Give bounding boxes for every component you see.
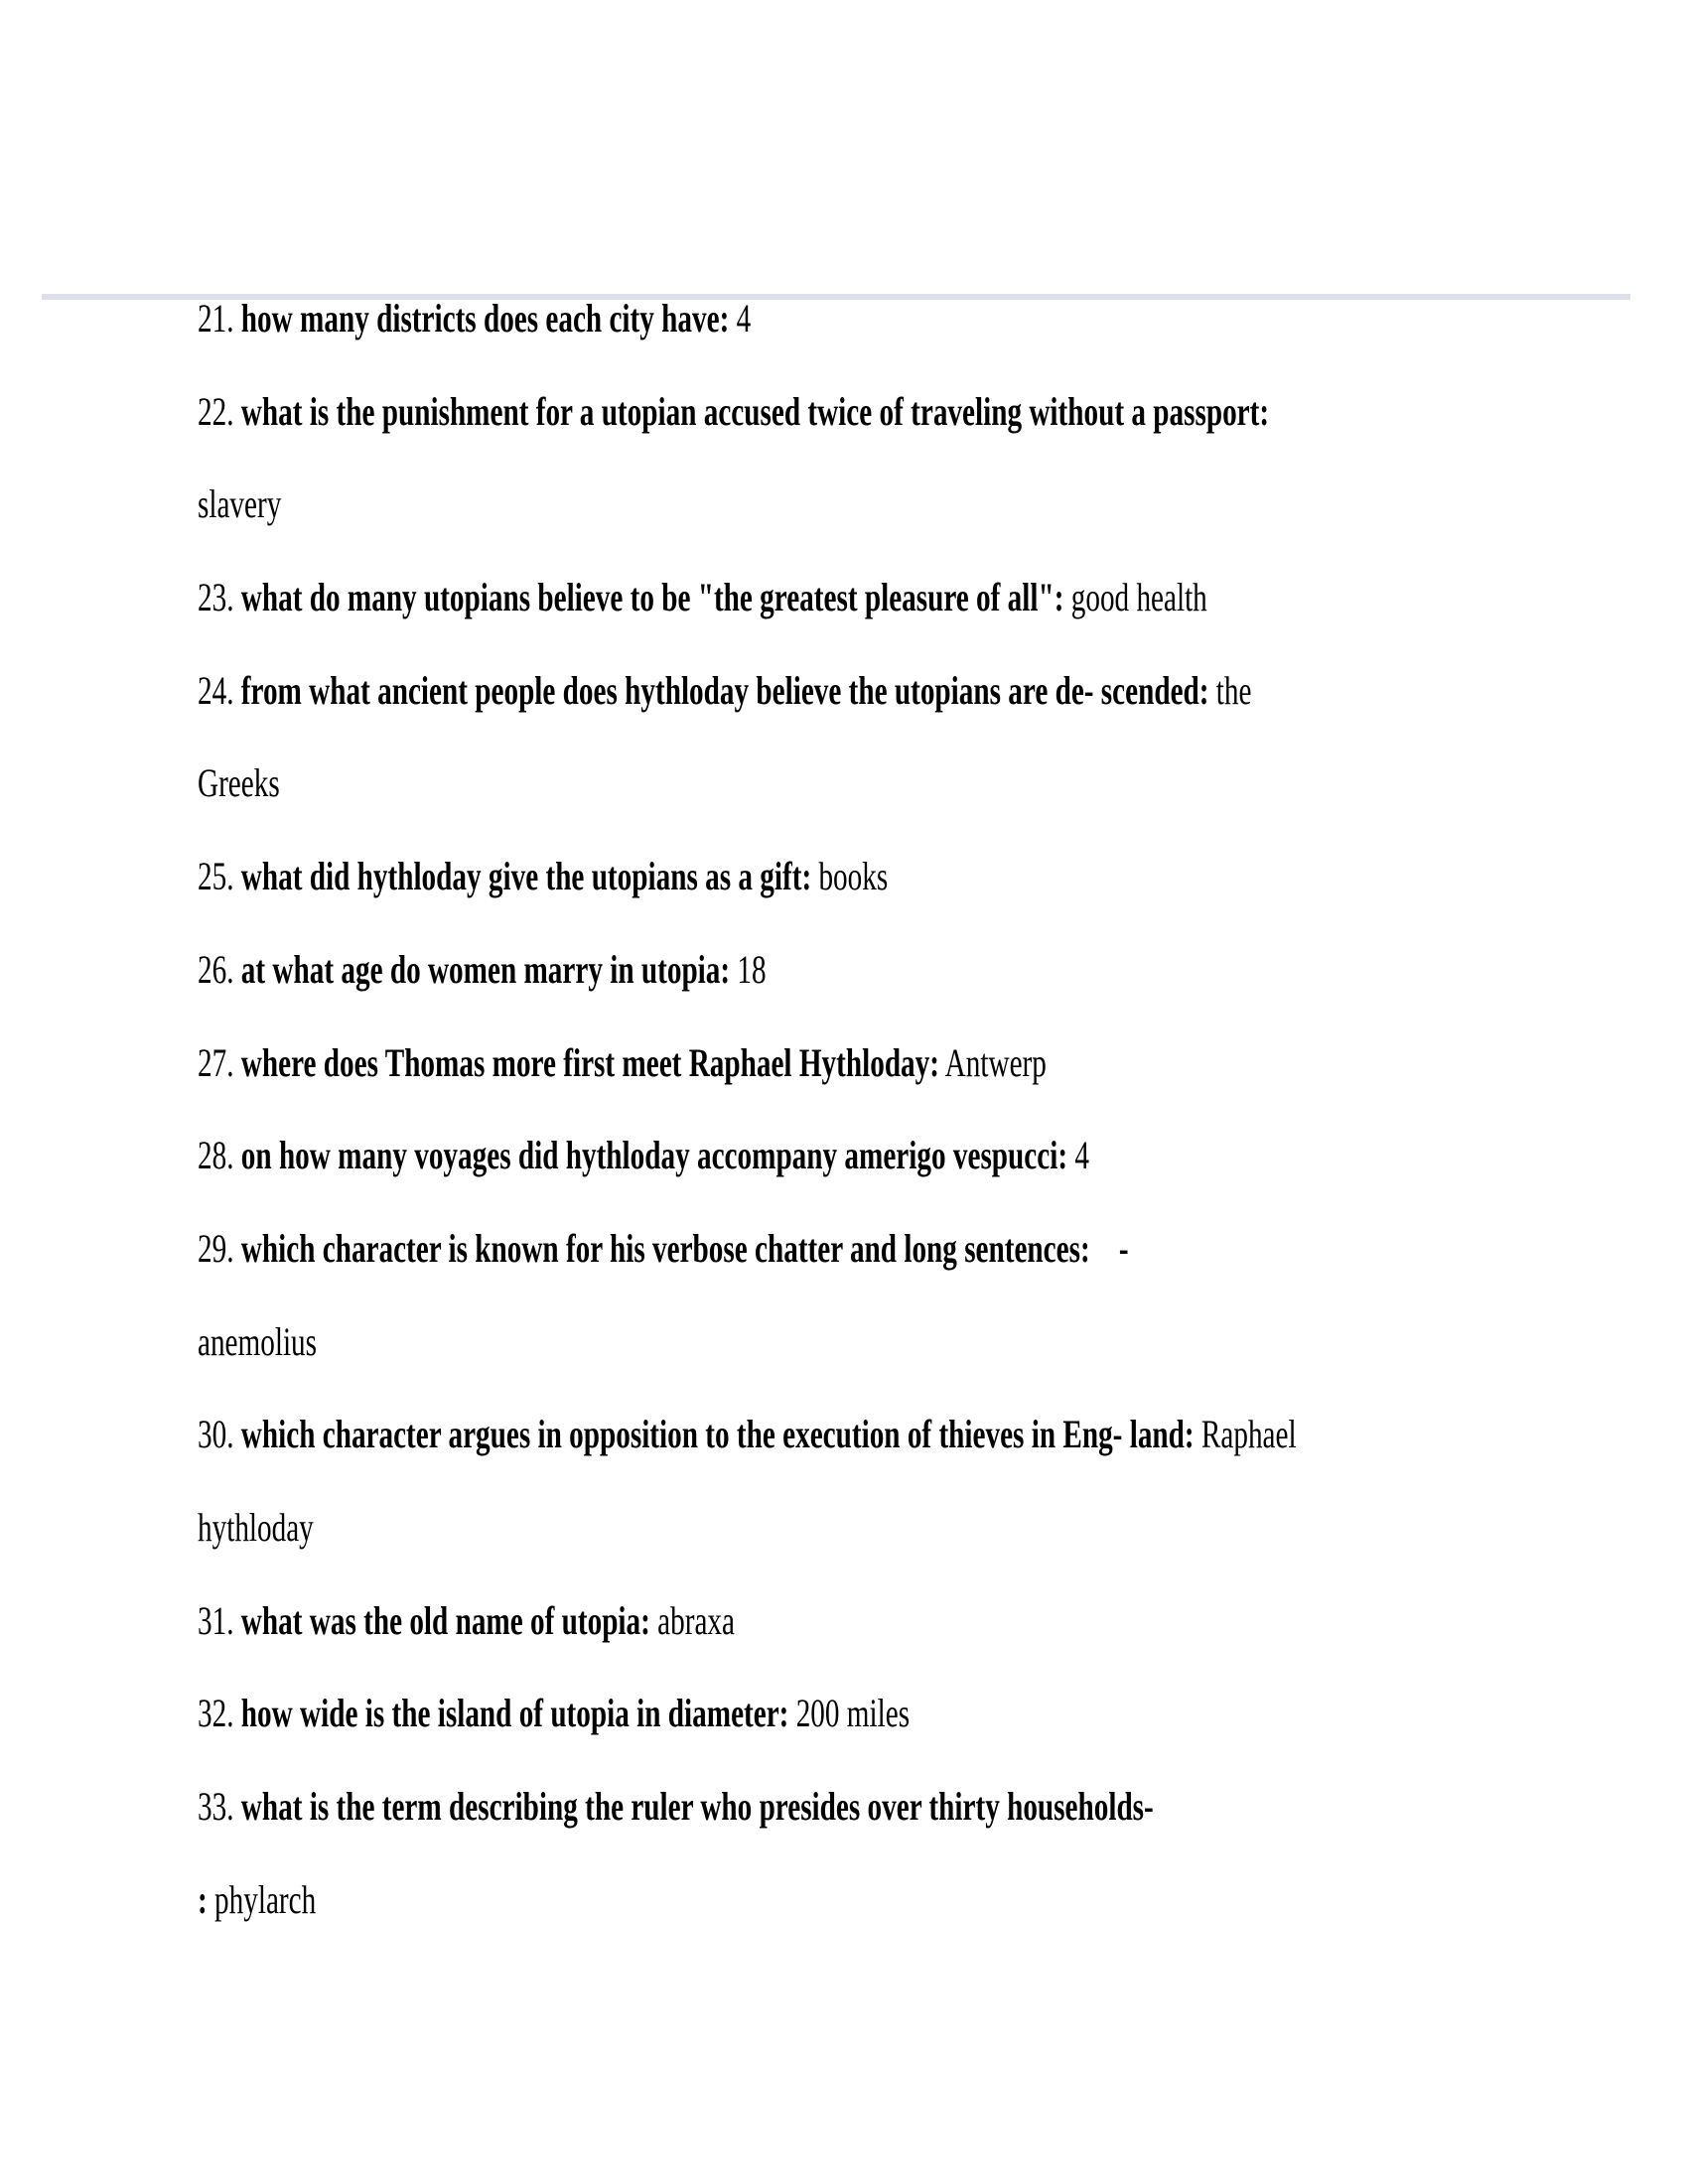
- answer-text: slavery: [198, 481, 282, 527]
- question-list: [198, 272, 1688, 1946]
- question-text: what is the punishment for a utopian accused twice of traveling without a passport:: [240, 388, 1270, 434]
- answer-continuation: [198, 458, 1297, 551]
- answer-text: the: [1215, 667, 1252, 713]
- answer-continuation: [198, 1296, 1297, 1389]
- answer-text: Raphael: [1200, 1412, 1297, 1457]
- answer-text: 18: [737, 946, 767, 992]
- question-item: [198, 272, 1297, 365]
- question-text: which character argues in opposition to the execution of thieves in Eng- land:: [240, 1412, 1195, 1457]
- question-item: [198, 644, 1297, 738]
- question-number: 22.: [198, 388, 234, 434]
- question-text: what do many utopians believe to be "the greatest pleasure of all":: [240, 575, 1064, 620]
- question-item: [198, 551, 1297, 644]
- answer-text: Antwerp: [944, 1039, 1047, 1085]
- question-item: [198, 1574, 1297, 1668]
- question-text: how many districts does each city have:: [240, 296, 730, 341]
- question-text: where does Thomas more first meet Raphael Hythloday:: [240, 1039, 939, 1085]
- question-text-end: :: [198, 1876, 208, 1922]
- question-number: 27.: [198, 1039, 234, 1085]
- question-number: 24.: [198, 667, 234, 713]
- question-text: how wide is the island of utopia in diameter:: [240, 1691, 789, 1736]
- answer-text: phylarch: [214, 1876, 317, 1922]
- answer-text: anemolius: [198, 1318, 318, 1364]
- question-number: 31.: [198, 1597, 234, 1643]
- answer-text: 4: [736, 296, 752, 341]
- question-number: 23.: [198, 575, 234, 620]
- question-item: [198, 1667, 1297, 1760]
- answer-text: 4: [1074, 1133, 1089, 1178]
- answer-text: good health: [1070, 575, 1207, 620]
- question-item: [198, 1388, 1297, 1481]
- question-item: [198, 1109, 1297, 1202]
- question-item: [198, 1202, 1297, 1296]
- answer-text: 200 miles: [795, 1691, 911, 1736]
- question-text: at what age do women marry in utopia:: [240, 946, 731, 992]
- question-text: what did hythloday give the utopians as a gift:: [240, 854, 812, 899]
- question-item: [198, 1017, 1297, 1110]
- answer-continuation: [198, 1481, 1297, 1574]
- dash: -: [1118, 1225, 1129, 1271]
- question-text: which character is known for his verbose chatter and long sentences:: [240, 1225, 1090, 1271]
- question-number: 29.: [198, 1225, 234, 1271]
- question-number: 33.: [198, 1784, 234, 1829]
- question-item: [198, 830, 1297, 923]
- answer-text: hythloday: [198, 1504, 314, 1550]
- question-text: what is the term describing the ruler who presides over thirty households-: [240, 1784, 1154, 1829]
- question-text: on how many voyages did hythloday accompany amerigo vespucci:: [240, 1133, 1068, 1178]
- answer-text: books: [818, 854, 889, 899]
- question-number: 25.: [198, 854, 234, 899]
- question-text: from what ancient people does hythloday believe the utopians are de- scended:: [240, 667, 1209, 713]
- question-item: [198, 1760, 1297, 1853]
- answer-text: Greeks: [198, 760, 280, 806]
- answer-continuation: [198, 1853, 1297, 1947]
- question-number: 26.: [198, 946, 234, 992]
- question-item: [198, 365, 1297, 459]
- question-text: what was the old name of utopia:: [240, 1597, 650, 1643]
- question-number: 30.: [198, 1412, 234, 1457]
- question-number: 28.: [198, 1133, 234, 1178]
- question-number: 21.: [198, 296, 234, 341]
- question-item: [198, 923, 1297, 1017]
- question-number: 32.: [198, 1691, 234, 1736]
- answer-continuation: [198, 737, 1297, 830]
- answer-text: abraxa: [657, 1597, 735, 1643]
